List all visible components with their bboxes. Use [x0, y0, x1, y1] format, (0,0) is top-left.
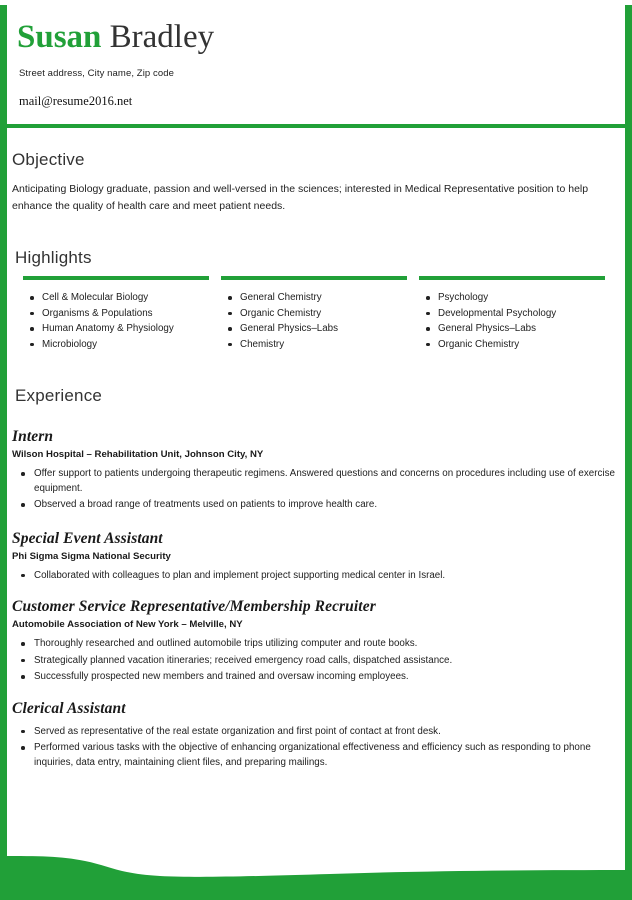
candidate-name	[17, 18, 214, 56]
list-item: Thoroughly researched and outlined automobile trips utilizing computer and route books.	[12, 637, 616, 652]
list-item: Collaborated with colleagues to plan and implement project supporting medical center in Israel.	[12, 569, 616, 584]
resume-body	[7, 128, 625, 900]
highlights-column-1	[23, 276, 221, 352]
job-organization: Phi Sigma Sigma National Security	[12, 550, 171, 562]
job-organization: Automobile Association of New York – Melville, NY	[12, 619, 243, 630]
entry-spacer	[12, 585, 616, 598]
list-item: Human Anatomy & Physiology	[23, 321, 221, 337]
list-item: Organic Chemistry	[419, 337, 617, 353]
highlights-heading: Highlights	[15, 248, 92, 267]
experience-heading: Experience	[15, 386, 103, 405]
job-bullets-4	[12, 725, 616, 771]
footer-wave	[0, 830, 632, 900]
column-divider	[419, 276, 605, 280]
list-item: Successfully prospected new members and trained and oversaw incoming employees.	[12, 670, 616, 685]
address-line: Street address, City name, Zip code	[19, 68, 175, 79]
job-bullets-3	[12, 637, 616, 685]
list-item: Organic Chemistry	[221, 306, 419, 322]
job-organization: Wilson Hospital – Rehabilitation Unit, Johnson City, NY	[12, 449, 264, 460]
list-item: General Physics–Labs	[221, 321, 419, 337]
highlights-list-2	[221, 290, 419, 352]
email-address[interactable]: mail@resume2016.net	[19, 94, 133, 108]
experience-entry-2	[12, 530, 616, 584]
objective-text: Anticipating Biology graduate, passion and well-versed in the sciences; interested in Medical Representative position to help enhance the quality of health care and meet patient needs.	[12, 183, 589, 212]
list-item: Performed various tasks with the objective of enhancing organizational effectiveness and efficiency such as responding to phone inquiries, data entry, maintaining client files, and preparing mailings.	[12, 741, 616, 770]
highlights-columns	[23, 276, 619, 352]
list-item: Chemistry	[221, 337, 419, 353]
highlights-list-3	[419, 290, 617, 352]
column-divider	[221, 276, 407, 280]
last-name: Bradley	[109, 19, 215, 55]
list-item: Organisms & Populations	[23, 306, 221, 322]
list-item: Served as representative of the real estate organization and first point of contact at front desk.	[12, 725, 616, 740]
entry-spacer	[12, 687, 616, 700]
highlights-column-3	[419, 276, 617, 352]
list-item: Microbiology	[23, 337, 221, 353]
list-item: Observed a broad range of treatments used on patients to improve health care.	[12, 498, 616, 513]
experience-list	[12, 428, 616, 772]
experience-entry-1	[12, 428, 616, 513]
list-item: Offer support to patients undergoing therapeutic regimens. Answered questions and concerns on procedures including use of exercise equipment.	[12, 467, 616, 496]
resume-header	[7, 0, 625, 124]
job-title: Special Event Assistant	[12, 529, 163, 547]
left-accent-bar	[0, 0, 7, 900]
experience-entry-4	[12, 700, 616, 771]
experience-entry-3	[12, 598, 616, 685]
footer-wave-shape	[0, 830, 632, 900]
job-bullets-2	[12, 569, 616, 584]
job-bullets-1	[12, 467, 616, 513]
objective-heading: Objective	[12, 150, 85, 169]
column-divider	[23, 276, 209, 280]
right-accent-bar	[625, 0, 632, 900]
job-title: Intern	[12, 428, 54, 445]
first-name: Susan	[17, 19, 102, 55]
list-item: Developmental Psychology	[419, 306, 617, 322]
entry-spacer	[12, 515, 616, 530]
list-item: General Chemistry	[221, 290, 419, 306]
highlights-column-2	[221, 276, 419, 352]
list-item: Strategically planned vacation itineraries; received emergency road calls, dispatched assistance.	[12, 654, 616, 669]
list-item: General Physics–Labs	[419, 321, 617, 337]
job-title: Customer Service Representative/Membership Recruiter	[12, 598, 376, 615]
list-item: Cell & Molecular Biology	[23, 290, 221, 306]
job-title: Clerical Assistant	[12, 699, 126, 717]
list-item: Psychology	[419, 290, 617, 306]
highlights-list-1	[23, 290, 221, 352]
